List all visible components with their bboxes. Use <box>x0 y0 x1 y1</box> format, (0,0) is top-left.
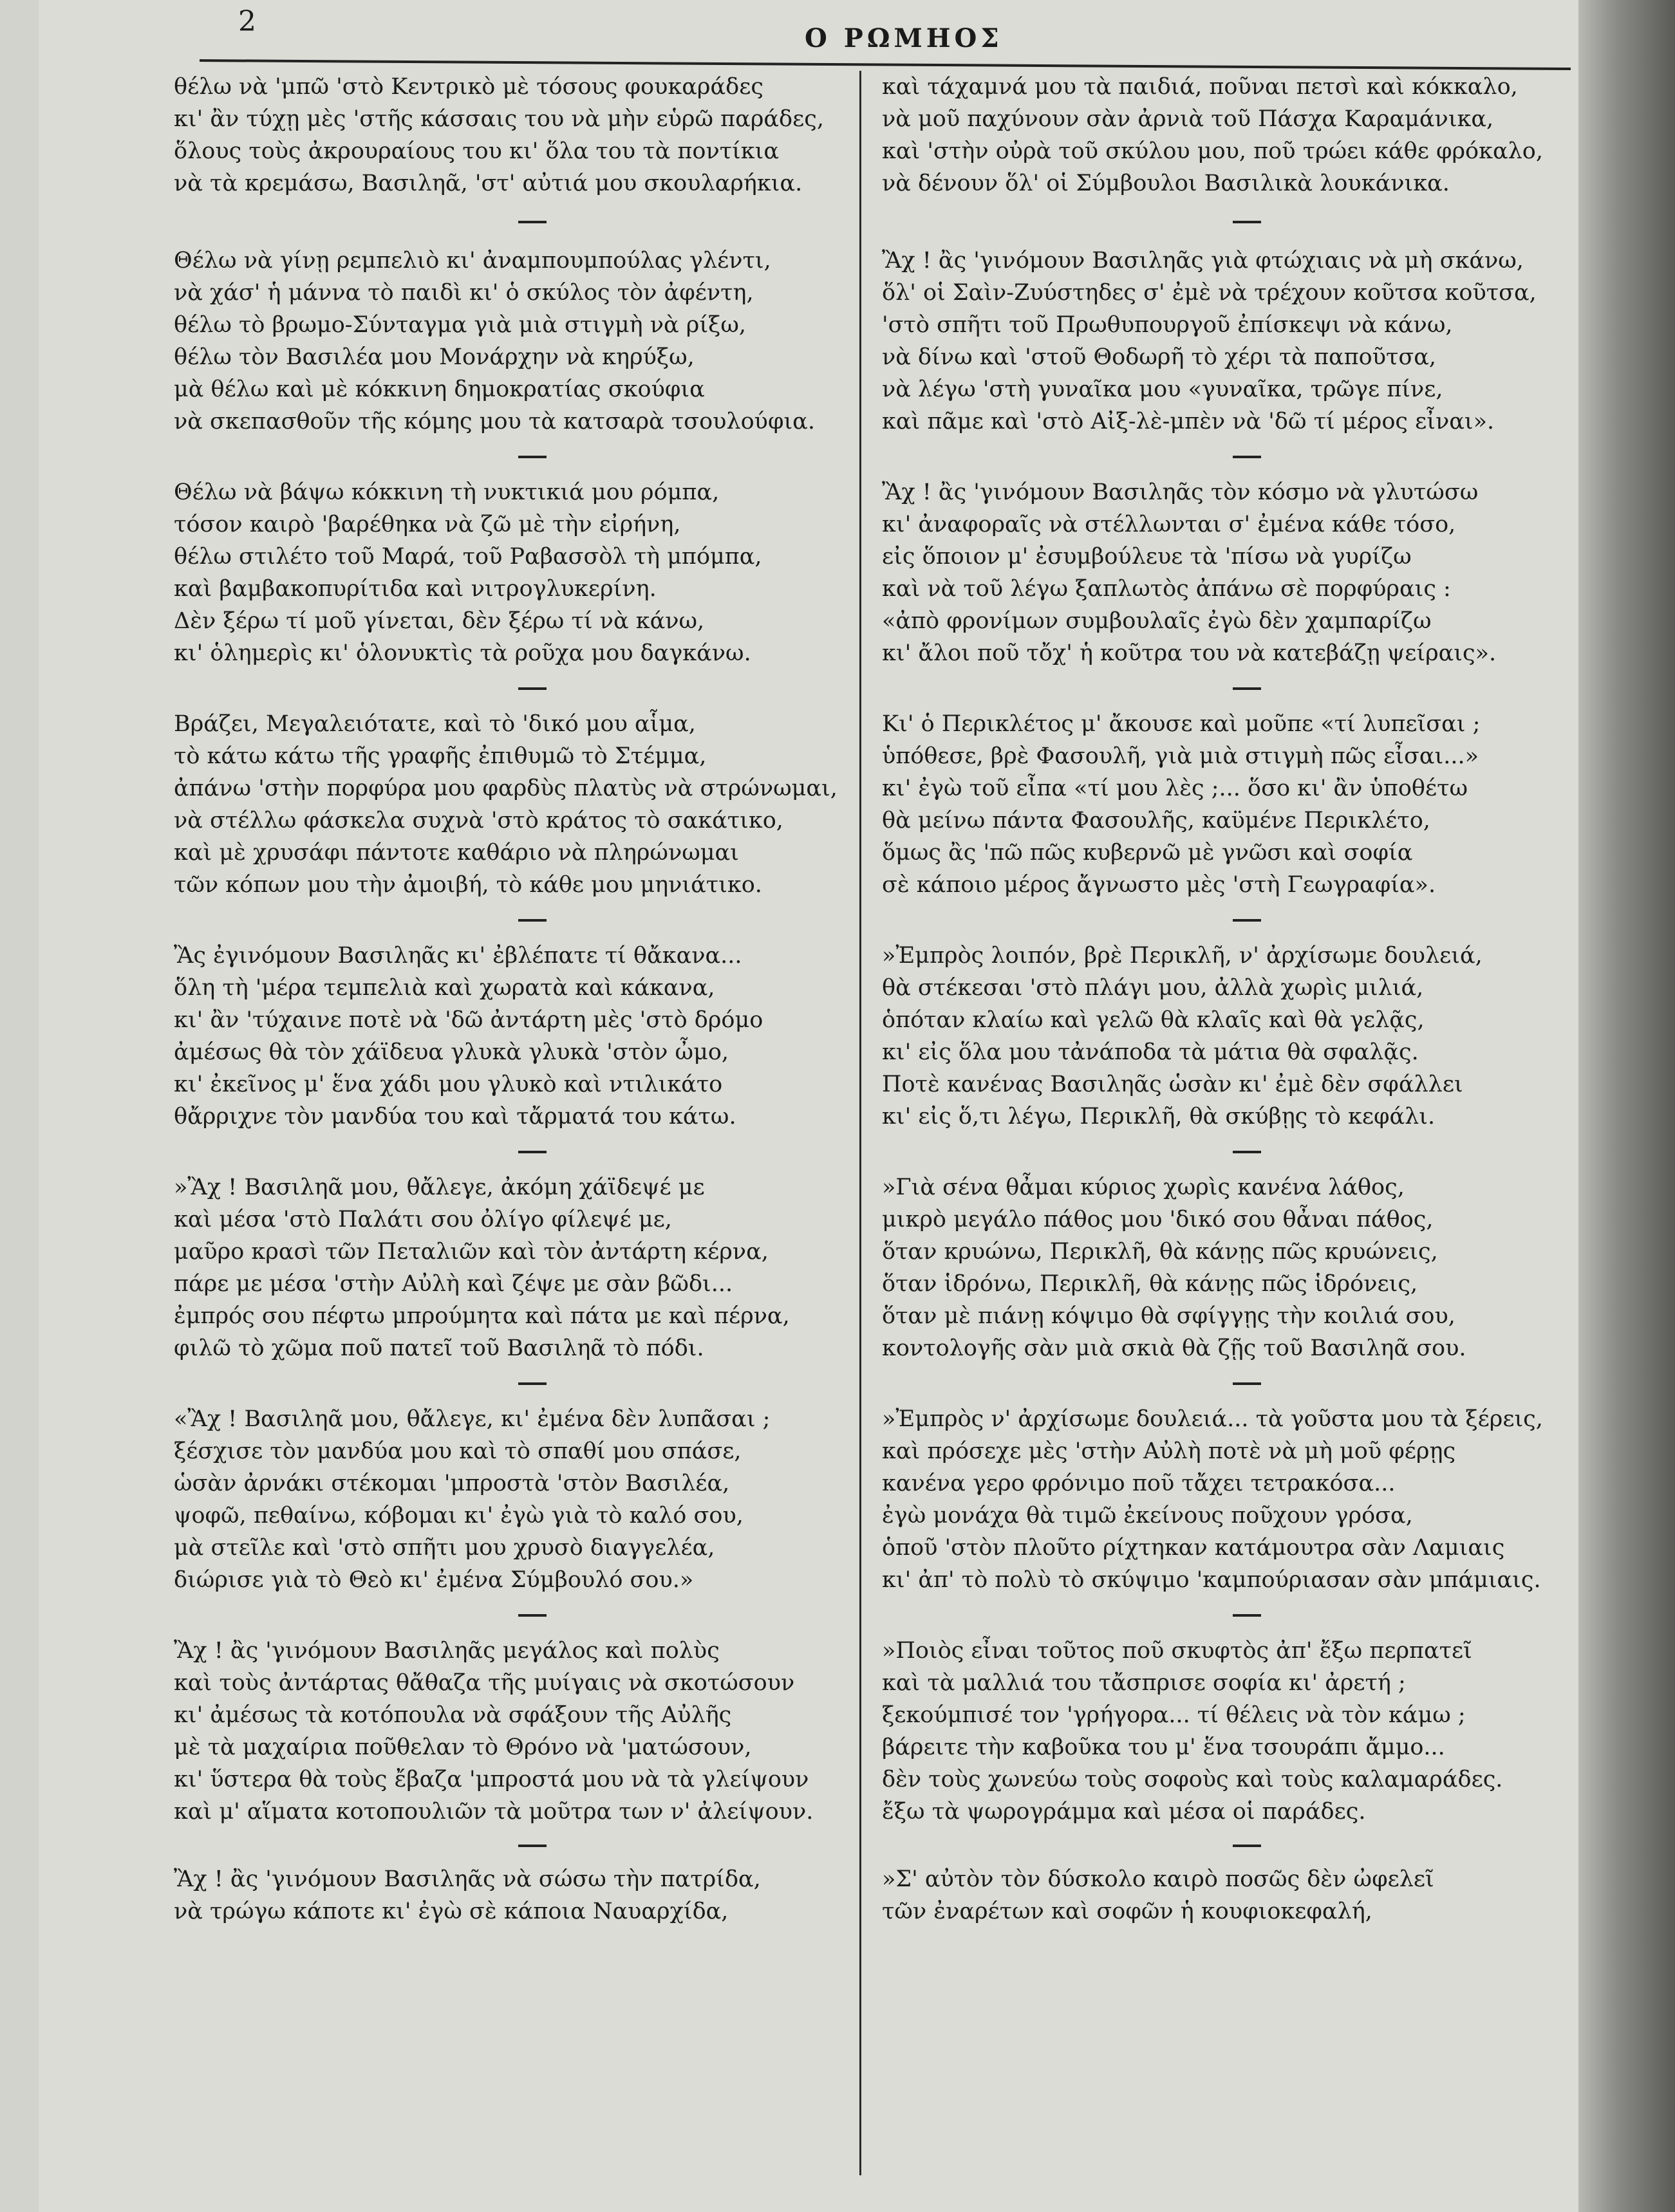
verse-line: ὡσὰν ἀρνάκι στέκομαι 'μπροστὰ 'στὸν Βασιλέα, <box>174 1471 730 1496</box>
verse-line: θέλω τὸ βρωμο-Σύνταγμα γιὰ μιὰ στιγμὴ νὰ ρίξω, <box>174 312 746 338</box>
verse-line: Ποτὲ κανένας Βασιληᾶς ὡσὰν κι' ἐμὲ δὲν σφάλλει <box>882 1072 1463 1097</box>
verse-line: καὶ τὰ μαλλιά του τἄσπρισε σοφία κι' ἀρετή ; <box>882 1670 1406 1696</box>
stanza-separator <box>1233 1382 1261 1385</box>
verse-line: Ἂς ἐγινόμουν Βασιληᾶς κι' ἐβλέπατε τί θἄκανα... <box>174 943 742 969</box>
verse-line: ἀπάνω 'στὴν πορφύρα μου φαρδὺς πλατὺς νὰ στρώνωμαι, <box>174 776 838 801</box>
stanza-separator <box>1233 1614 1261 1617</box>
verse-line: »Γιὰ σένα θἆμαι κύριος χωρὶς κανένα λάθος, <box>882 1175 1405 1200</box>
verse-line: κι' ὁλημερὶς κι' ὁλονυκτὶς τὰ ροῦχα μου δαγκάνω. <box>174 640 751 666</box>
stanza-separator <box>1233 221 1261 223</box>
verse-line: ξέσχισε τὸν μανδύα μου καὶ τὸ σπαθί μου σπάσε, <box>174 1438 742 1464</box>
stanza-separator <box>1233 1845 1261 1847</box>
verse-line: ὅλους τοὺς ἀκρουραίους του κι' ὅλα του τὰ ποντίκια <box>174 138 780 164</box>
verse-line: Ἂχ ! ἂς 'γινόμουν Βασιληᾶς γιὰ φτώχιαις νὰ μὴ σκάνω, <box>882 248 1524 274</box>
stanza <box>174 1171 856 1364</box>
verse-line: θέλω νὰ 'μπῶ 'στὸ Κεντρικὸ μὲ τόσους φουκαράδες <box>174 74 763 100</box>
verse-line: θὰ στέκεσαι 'στὸ πλάγι μου, ἀλλὰ χωρὶς μιλιά, <box>882 975 1424 1001</box>
stanza <box>882 1403 1577 1596</box>
verse-line: καὶ νὰ τοῦ λέγω ξαπλωτὸς ἀπάνω σὲ πορφύραις : <box>882 576 1451 602</box>
stanza <box>174 245 856 438</box>
verse-line: νὰ λέγω 'στὴ γυναῖκα μου «γυναῖκα, τρῶγε πίνε, <box>882 376 1443 402</box>
page-number: 2 <box>238 5 256 38</box>
verse-line: θέλω στιλέτο τοῦ Μαρά, τοῦ Ραβασσὸλ τὴ μπόμπα, <box>174 544 762 570</box>
verse-line: »Ἂχ ! Βασιληᾶ μου, θἄλεγε, ἀκόμη χάϊδεψέ με <box>174 1175 705 1200</box>
verse-line: »Σ' αὐτὸν τὸν δύσκολο καιρὸ ποσῶς δὲν ὠφελεῖ <box>882 1866 1434 1892</box>
stanza <box>174 1635 856 1828</box>
verse-line: νὰ χάσ' ἡ μάννα τὸ παιδὶ κι' ὁ σκύλος τὸν ἀφέντη, <box>174 280 754 306</box>
stanza <box>174 708 856 901</box>
verse-line: »Ἐμπρὸς ν' ἀρχίσωμε δουλειά... τὰ γοῦστα μου τὰ ξέρεις, <box>882 1406 1543 1432</box>
stanza <box>882 1635 1577 1828</box>
stanza <box>882 245 1577 438</box>
verse-line: τὸ κάτω κάτω τῆς γραφῆς ἐπιθυμῶ τὸ Στέμμα, <box>174 743 707 769</box>
verse-line: καὶ 'στὴν οὐρὰ τοῦ σκύλου μου, ποῦ τρώει κάθε φρόκαλο, <box>882 138 1543 164</box>
verse-line: ξεκούμπισέ τον 'γρήγορα... τί θέλεις νὰ τὸν κάμω ; <box>882 1702 1466 1728</box>
stanza <box>882 1863 1577 1928</box>
stanza-separator <box>518 1382 547 1385</box>
stanza <box>174 71 856 200</box>
verse-line: καὶ μέσα 'στὸ Παλάτι σου ὀλίγο φίλεψέ με, <box>174 1207 672 1232</box>
verse-line: θέλω τὸν Βασιλέα μου Μονάρχην νὰ κηρύξω, <box>174 344 695 370</box>
verse-line: δὲν τοὺς χωνεύω τοὺς σοφοὺς καὶ τοὺς καλαμαράδες. <box>882 1767 1503 1792</box>
verse-line: κι' εἰς ὅ,τι λέγω, Περικλῆ, θὰ σκύβῃς τὸ κεφάλι. <box>882 1104 1436 1129</box>
verse-line: Ἂχ ! ἂς 'γινόμουν Βασιληᾶς νὰ σώσω τὴν πατρίδα, <box>174 1866 761 1892</box>
stanza <box>174 476 856 669</box>
verse-line: κανένα γερο φρόνιμο ποῦ τἄχει τετρακόσα... <box>882 1471 1396 1496</box>
verse-line: ἐμπρός σου πέφτω μπρούμητα καὶ πάτα με καὶ πέρνα, <box>174 1303 790 1329</box>
stanza <box>882 71 1577 200</box>
stanza-separator <box>518 1614 547 1617</box>
verse-line: τόσον καιρὸ 'βαρέθηκα νὰ ζῶ μὲ τὴν εἰρήνη, <box>174 512 681 537</box>
verse-line: μαῦρο κρασὶ τῶν Πεταλιῶν καὶ τὸν ἀντάρτη κέρνα, <box>174 1239 769 1265</box>
header-rule <box>200 59 1571 70</box>
verse-line: ὅλη τὴ 'μέρα τεμπελιὰ καὶ χωρατὰ καὶ κάκανα, <box>174 975 715 1001</box>
verse-line: νὰ τὰ κρεμάσω, Βασιληᾶ, 'στ' αὐτιά μου σκουλαρήκια. <box>174 171 803 196</box>
verse-line: κι' ἀπ' τὸ πολὺ τὸ σκύψιμο 'καμπούριασαν σὰν μπάμιαις. <box>882 1567 1541 1593</box>
verse-line: ἀμέσως θὰ τὸν χάϊδευα γλυκὰ γλυκὰ 'στὸν ὦμο, <box>174 1039 729 1065</box>
verse-line: Δὲν ξέρω τί μοῦ γίνεται, δὲν ξέρω τί νὰ κάνω, <box>174 608 705 634</box>
verse-line: καὶ μ' αἵματα κοτοπουλιῶν τὰ μοῦτρα των ν' ἀλείψουν. <box>174 1799 814 1825</box>
verse-line: κι' ἐγὼ τοῦ εἶπα «τί μου λὲς ;... ὅσο κι' ἂν ὑποθέτω <box>882 776 1468 801</box>
verse-line: κι' ἄλοι ποῦ τὄχ' ἡ κοῦτρα του νὰ κατεβάζῃ ψείραις». <box>882 640 1497 666</box>
verse-line: νὰ μοῦ παχύνουν σὰν ἀρνιὰ τοῦ Πάσχα Καραμάνικα, <box>882 106 1494 132</box>
verse-line: «ἀπὸ φρονίμων συμβουλαῖς ἐγὼ δὲν χαμπαρίζω <box>882 608 1432 634</box>
stanza-separator <box>1233 687 1261 690</box>
verse-line: μὰ στεῖλε καὶ 'στὸ σπῆτι μου χρυσὸ διαγγελέα, <box>174 1535 715 1561</box>
stanza-separator <box>518 456 547 458</box>
stanza <box>174 940 856 1133</box>
verse-line: κι' ὕστερα θὰ τοὺς ἔβαζα 'μπροστά μου νὰ τὰ γλείψουν <box>174 1767 809 1792</box>
verse-line: τῶν κόπων μου τὴν ἀμοιβή, τὸ κάθε μου μηνιάτικο. <box>174 872 762 898</box>
verse-line: καὶ πρόσεχε μὲς 'στὴν Αὐλὴ ποτὲ νὰ μὴ μοῦ φέρῃς <box>882 1438 1456 1464</box>
verse-line: φιλῶ τὸ χῶμα ποῦ πατεῖ τοῦ Βασιληᾶ τὸ πόδι. <box>174 1335 704 1361</box>
verse-line: τῶν ἐναρέτων καὶ σοφῶν ἡ κουφιοκεφαλή, <box>882 1899 1372 1924</box>
verse-line: κι' ἂν τύχῃ μὲς 'στῆς κάσσαις του νὰ μὴν εὑρῶ παράδες, <box>174 106 824 132</box>
stanza <box>174 1403 856 1596</box>
stanza <box>882 708 1577 901</box>
verse-line: κι' ἀμέσως τὰ κοτόπουλα νὰ σφάξουν τῆς Αὐλῆς <box>174 1702 732 1728</box>
verse-line: Βράζει, Μεγαλειότατε, καὶ τὸ 'δικό μου αἷμα, <box>174 711 696 737</box>
stanza-separator <box>518 687 547 690</box>
verse-line: κι' εἰς ὅλα μου τἀνάποδα τὰ μάτια θὰ σφαλᾷς. <box>882 1039 1419 1065</box>
verse-line: ὑπόθεσε, βρὲ Φασουλῆ, γιὰ μιὰ στιγμὴ πῶς εἶσαι...» <box>882 743 1479 769</box>
verse-line: καὶ βαμβακοπυρίτιδα καὶ νιτρογλυκερίνη. <box>174 576 657 602</box>
verse-line: ὅμως ἂς 'πῶ πῶς κυβερνῶ μὲ γνῶσι καὶ σοφία <box>882 840 1413 866</box>
page-edge-shadow <box>1578 0 1675 2212</box>
verse-line: ὅταν ἱδρόνω, Περικλῆ, θὰ κάνῃς πῶς ἱδρόνεις, <box>882 1271 1418 1297</box>
verse-line: »Ἐμπρὸς λοιπόν, βρὲ Περικλῆ, ν' ἀρχίσωμε δουλειά, <box>882 943 1483 969</box>
verse-line: ὁποῦ 'στὸν πλοῦτο ρίχτηκαν κατάμουτρα σὰν Λαμιαις <box>882 1535 1505 1561</box>
verse-line: κι' ἀναφοραῖς νὰ στέλλωνται σ' ἐμένα κάθε τόσο, <box>882 512 1456 537</box>
verse-line: »Ποιὸς εἶναι τοῦτος ποῦ σκυφτὸς ἀπ' ἔξω περπατεῖ <box>882 1638 1472 1664</box>
verse-line: καὶ τάχαμνά μου τὰ παιδιά, ποῦναι πετσὶ καὶ κόκκαλο, <box>882 74 1518 100</box>
verse-line: νὰ δίνω καὶ 'στοῦ Θοδωρῆ τὸ χέρι τὰ παποῦτσα, <box>882 344 1436 370</box>
verse-line: Θέλω νὰ βάψω κόκκινη τὴ νυκτικιά μου ρόμπα, <box>174 479 720 505</box>
verse-line: Ἂχ ! ἂς 'γινόμουν Βασιληᾶς μεγάλος καὶ πολὺς <box>174 1638 720 1664</box>
verse-line: ἔξω τὰ ψωρογράμμα καὶ μέσα οἱ παράδες. <box>882 1799 1366 1825</box>
verse-line: ὁπόταν κλαίω καὶ γελῶ θὰ κλαῖς καὶ θὰ γελᾷς, <box>882 1007 1425 1033</box>
stanza-separator <box>518 919 547 922</box>
verse-line: μὰ θέλω καὶ μὲ κόκκινη δημοκρατίας σκούφια <box>174 376 705 402</box>
verse-line: Θέλω νὰ γίνῃ ρεμπελιὸ κι' ἀναμπουμπούλας γλέντι, <box>174 248 771 274</box>
stanza-separator <box>1233 1151 1261 1153</box>
verse-line: 'στὸ σπῆτι τοῦ Πρωθυπουργοῦ ἐπίσκεψι νὰ κάνω, <box>882 312 1453 338</box>
verse-line: καὶ τοὺς ἀντάρτας θἄθαζα τῆς μυίγαις νὰ σκοτώσουν <box>174 1670 795 1696</box>
verse-line: νὰ σκεπασθοῦν τῆς κόμης μου τὰ κατσαρὰ τσουλούφια. <box>174 409 815 434</box>
verse-line: μικρὸ μεγάλο πάθος μου 'δικό σου θἆναι πάθος, <box>882 1207 1434 1232</box>
verse-line: κοντολογῆς σὰν μιὰ σκιὰ θὰ ζῇς τοῦ Βασιληᾶ σου. <box>882 1335 1466 1361</box>
verse-line: νὰ τρώγω κάποτε κι' ἐγὼ σὲ κάποια Ναυαρχίδα, <box>174 1899 729 1924</box>
newspaper-title: Ο ΡΩΜΗΟΣ <box>805 23 1003 53</box>
verse-line: βάρειτε τὴν καβοῦκα του μ' ἕνα τσουράπι ἄμμο... <box>882 1734 1445 1760</box>
verse-line: σὲ κάποιο μέρος ἄγνωστο μὲς 'στὴ Γεωγραφία». <box>882 872 1436 898</box>
stanza <box>174 1863 856 1928</box>
verse-line: ὅταν μὲ πιάνῃ κόψιμο θὰ σφίγγῃς τὴν κοιλιά σου, <box>882 1303 1455 1329</box>
verse-line: καὶ πᾶμε καὶ 'στὸ Αἰξ-λὲ-μπὲν νὰ 'δῶ τί μέρος εἶναι». <box>882 409 1495 434</box>
verse-line: ἐγὼ μονάχα θὰ τιμῶ ἐκείνους ποῦχουν γρόσα, <box>882 1503 1413 1529</box>
stanza-separator <box>1233 456 1261 458</box>
verse-line: κι' ἂν 'τύχαινε ποτὲ νὰ 'δῶ ἀντάρτη μὲς 'στὸ δρόμο <box>174 1007 763 1033</box>
verse-line: «Ἂχ ! Βασιληᾶ μου, θἄλεγε, κι' ἐμένα δὲν λυπᾶσαι ; <box>174 1406 771 1432</box>
verse-line: μὲ τὰ μαχαίρια ποῦθελαν τὸ Θρόνο νὰ 'ματώσουν, <box>174 1734 752 1760</box>
verse-line: θὰ μείνω πάντα Φασουλῆς, καϋμένε Περικλέτο, <box>882 808 1430 833</box>
verse-line: νὰ στέλλω φάσκελα συχνὰ 'στὸ κράτος τὸ σακάτικο, <box>174 808 783 833</box>
verse-line: καὶ μὲ χρυσάφι πάντοτε καθάριο νὰ πληρώνωμαι <box>174 840 739 866</box>
verse-line: διώρισε γιὰ τὸ Θεὸ κι' ἐμένα Σύμβουλό σου.» <box>174 1567 694 1593</box>
column-divider <box>859 71 861 2175</box>
stanza-separator <box>1233 919 1261 922</box>
verse-line: θἄρριχνε τὸν μανδύα του καὶ τἄρματά του κάτω. <box>174 1104 736 1129</box>
stanza-separator <box>518 221 547 223</box>
stanza-separator <box>518 1845 547 1847</box>
verse-line: Ἂχ ! ἂς 'γινόμουν Βασιληᾶς τὸν κόσμο νὰ γλυτώσω <box>882 479 1479 505</box>
verse-line: εἰς ὅποιον μ' ἐσυμβούλευε τὰ 'πίσω νὰ γυρίζω <box>882 544 1412 570</box>
stanza <box>882 940 1577 1133</box>
verse-line: ὅταν κρυώνω, Περικλῆ, θὰ κάνῃς πῶς κρυώνεις, <box>882 1239 1438 1265</box>
stanza-separator <box>518 1151 547 1153</box>
verse-line: ὅλ' οἱ Σαὶν-Ζυύστηδες σ' ἐμὲ νὰ τρέχουν κοῦτσα κοῦτσα, <box>882 280 1537 306</box>
verse-line: νὰ δένουν ὅλ' οἱ Σύμβουλοι Βασιλικὰ λουκάνικα. <box>882 171 1450 196</box>
stanza <box>882 1171 1577 1364</box>
stanza <box>882 476 1577 669</box>
verse-line: κι' ἐκεῖνος μ' ἕνα χάδι μου γλυκὸ καὶ ντιλικάτο <box>174 1072 723 1097</box>
verse-line: πάρε με μέσα 'στὴν Αὐλὴ καὶ ζέψε με σὰν βῶδι... <box>174 1271 733 1297</box>
verse-line: Κι' ὁ Περικλέτος μ' ἄκουσε καὶ μοῦπε «τί λυπεῖσαι ; <box>882 711 1481 737</box>
page-header <box>0 0 1675 71</box>
verse-line: ψοφῶ, πεθαίνω, κόβομαι κι' ἐγὼ γιὰ τὸ καλό σου, <box>174 1503 744 1529</box>
